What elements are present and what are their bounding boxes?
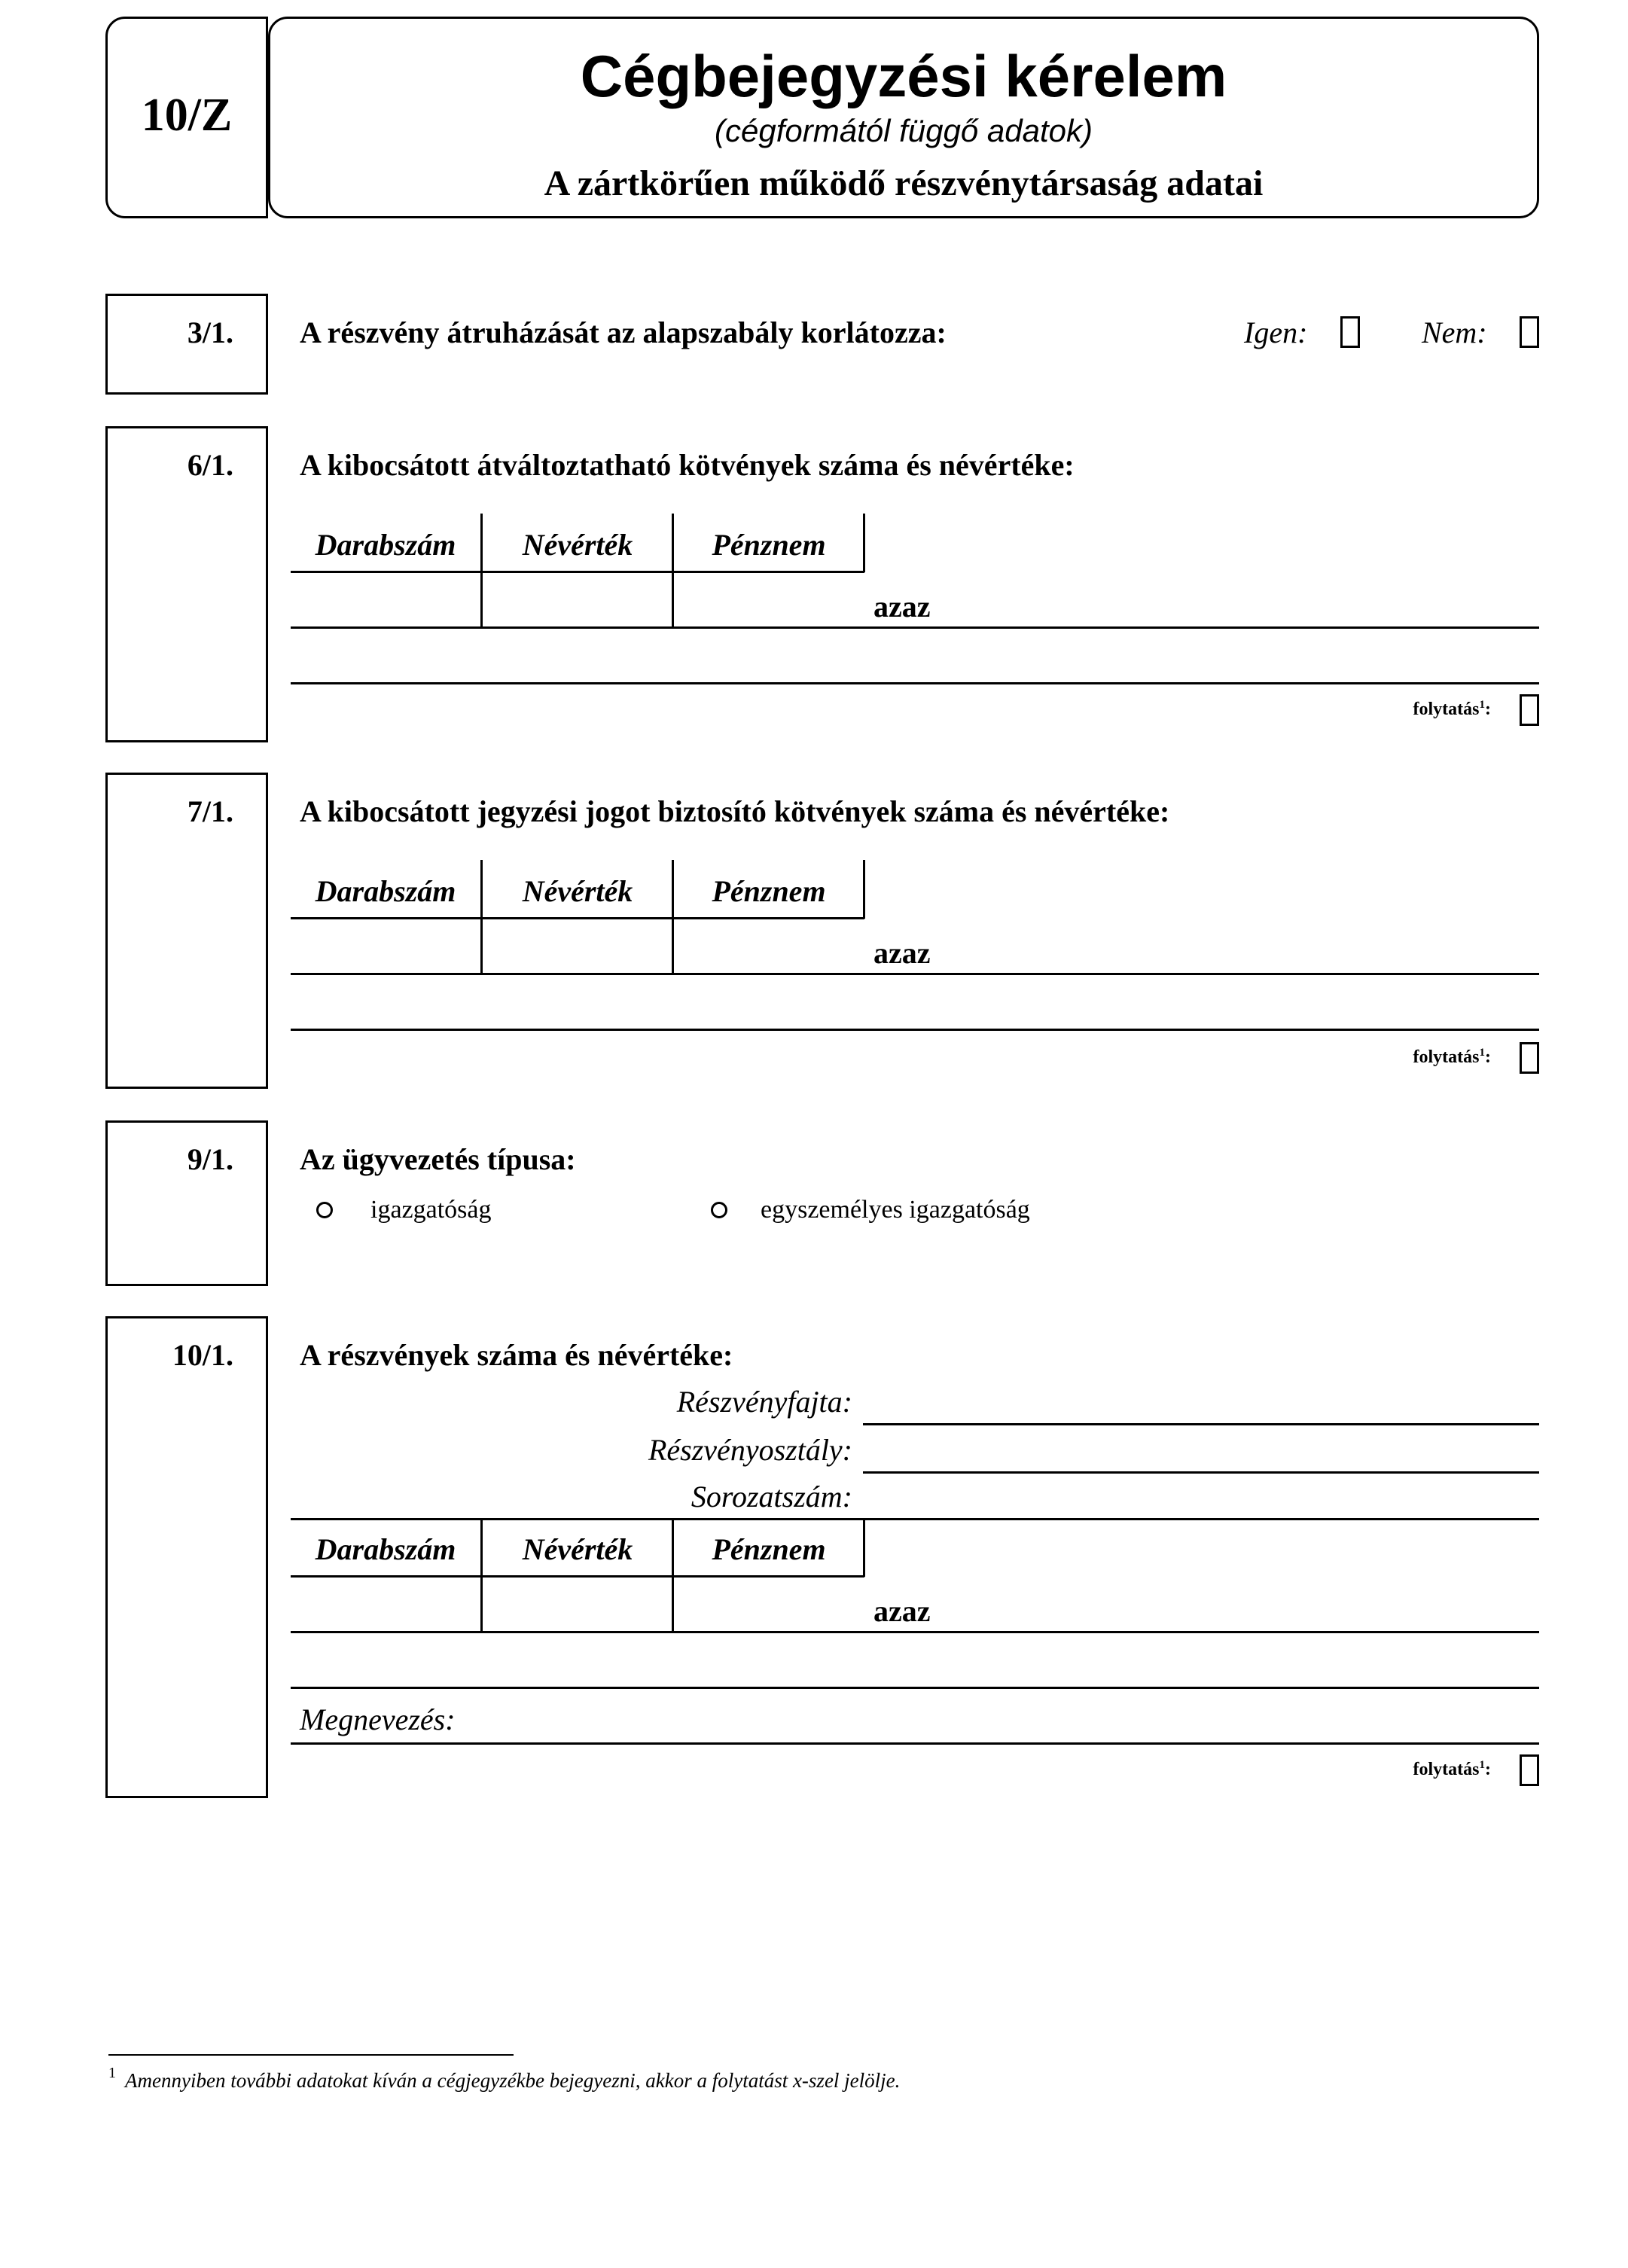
footnote-separator <box>108 2054 514 2056</box>
section-10-1-marker-box <box>105 1316 268 1798</box>
section-6-1-col-currency: Pénznem <box>712 528 826 562</box>
page-subtitle: (cégformától függő adatok) <box>715 113 1093 148</box>
transfer-restricted-yes-label: Igen: <box>1244 316 1308 349</box>
series-input[interactable] <box>863 1474 1539 1517</box>
series-label: Sorozatszám: <box>691 1480 852 1514</box>
section-9-1-number: 9/1. <box>187 1142 233 1176</box>
section-6-1-continuation-checkbox[interactable] <box>1520 694 1539 726</box>
section-7-1-title: A kibocsátott jegyzési jogot biztosító kötvények száma és névértéke: <box>300 794 1170 828</box>
section-7-1-continuation-label: folytatás$^1$: <box>1413 1047 1491 1067</box>
section-7-1-continuation-checkbox[interactable] <box>1520 1042 1539 1074</box>
section-10-1-azaz-label: azaz <box>873 1594 931 1628</box>
section-10-1-number: 10/1. <box>172 1338 233 1372</box>
section-6-1-col-nominal: Névérték <box>522 528 633 562</box>
section-6-1-number: 6/1. <box>187 448 233 482</box>
sole-director-label: egyszemélyes igazgatóság <box>761 1196 1030 1224</box>
section-10-1-col-currency: Pénznem <box>712 1532 826 1566</box>
section-6-1-azaz-label: azaz <box>873 590 931 623</box>
section-6-1-col-count: Darabszám <box>315 528 456 562</box>
designation-label: Megnevezés: <box>300 1703 456 1736</box>
management-board-label: igazgatóság <box>370 1196 492 1224</box>
section-6-1-count-input[interactable] <box>291 574 479 626</box>
section-10-1-count-input[interactable] <box>291 1578 479 1631</box>
section-10-1-col-count: Darabszám <box>315 1532 456 1566</box>
section-10-1-continuation-label: folytatás$^1$: <box>1413 1759 1491 1779</box>
page-title: Cégbejegyzési kérelem <box>580 43 1227 109</box>
section-3-1-title: A részvény átruházását az alapszabály korlátozza: <box>300 316 947 349</box>
section-9-1-title: Az ügyvezetés típusa: <box>300 1142 576 1176</box>
section-7-1-count-input[interactable] <box>291 920 479 973</box>
section-7-1-col-nominal: Névérték <box>522 874 633 908</box>
section-7-1-azaz-label: azaz <box>873 936 931 970</box>
section-10-1-title: A részvények száma és névértéke: <box>300 1338 733 1372</box>
section-6-1-continuation-label: folytatás$^1$: <box>1413 699 1491 719</box>
share-class-input[interactable] <box>863 1426 1539 1470</box>
section-7-1-number: 7/1. <box>187 794 233 828</box>
section-7-1-nominal-input[interactable] <box>483 920 670 973</box>
share-type-input[interactable] <box>863 1378 1539 1423</box>
section-7-1-currency-input[interactable] <box>675 920 861 973</box>
section-10-1-continuation-checkbox[interactable] <box>1520 1754 1539 1786</box>
section-10-1-amount-in-words-input[interactable] <box>291 1634 1539 1685</box>
section-6-1-currency-input[interactable] <box>675 574 861 626</box>
transfer-restricted-no-checkbox[interactable] <box>1520 316 1539 348</box>
section-10-1-col-nominal: Névérték <box>522 1532 633 1566</box>
share-type-label: Részvényfajta: <box>676 1385 852 1419</box>
sole-director-radio[interactable] <box>711 1202 727 1218</box>
section-7-1-amount-in-words-input[interactable] <box>291 976 1539 1027</box>
section-7-1-col-currency: Pénznem <box>712 874 826 908</box>
share-class-label: Részvényosztály: <box>648 1433 852 1467</box>
section-10-1-nominal-input[interactable] <box>483 1578 670 1631</box>
form-subject: A zártkörűen működő részvénytársaság adatai <box>544 163 1264 203</box>
section-3-1-number: 3/1. <box>187 316 233 349</box>
transfer-restricted-yes-checkbox[interactable] <box>1340 316 1360 348</box>
transfer-restricted-no-label: Nem: <box>1422 316 1487 349</box>
form-code: 10/Z <box>141 90 233 141</box>
footnote-marker: 1 <box>108 2065 116 2081</box>
section-10-1-currency-input[interactable] <box>675 1578 861 1631</box>
section-6-1-nominal-input[interactable] <box>483 574 670 626</box>
footnote-text: Amennyiben további adatokat kíván a cégjegyzékbe bejegyezni, akkor a folytatást x-szel jelölje. <box>125 2069 901 2092</box>
section-7-1-col-count: Darabszám <box>315 874 456 908</box>
section-6-1-amount-in-words-input[interactable] <box>291 629 1539 681</box>
designation-input[interactable] <box>482 1696 1539 1741</box>
section-6-1-title: A kibocsátott átváltoztatható kötvények száma és névértéke: <box>300 448 1075 482</box>
management-board-radio[interactable] <box>316 1202 333 1218</box>
